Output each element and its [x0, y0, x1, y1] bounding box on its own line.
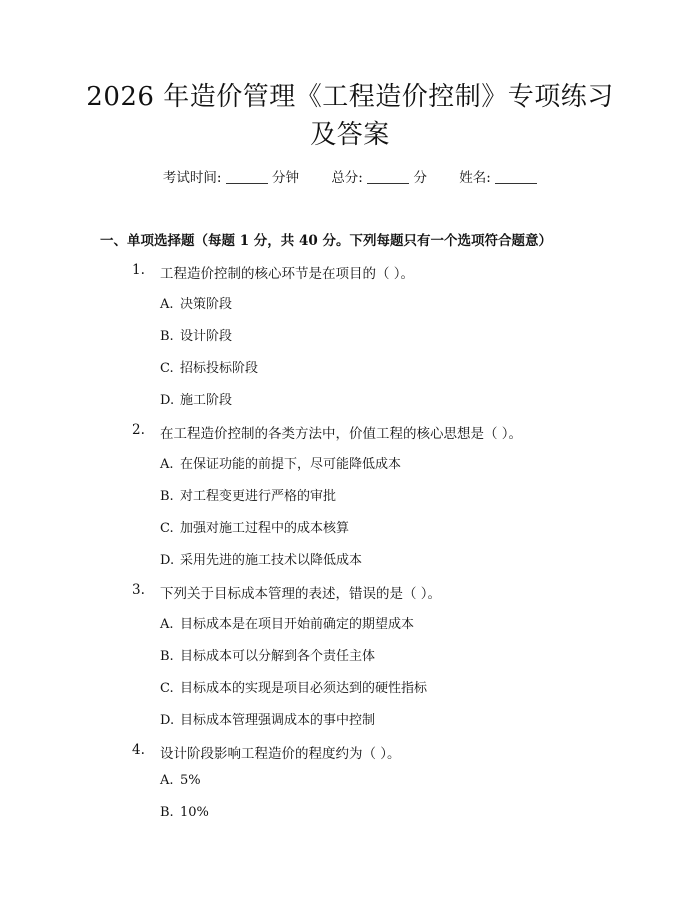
question-4-option-a [160, 773, 201, 788]
option-text: 决策阶段 [180, 297, 233, 312]
option-letter: A. [160, 457, 174, 472]
question-number: 3. [132, 582, 145, 598]
option-text: 10% [180, 805, 209, 820]
question-2-option-b [160, 485, 336, 504]
option-letter: D. [160, 393, 175, 408]
score-field [331, 170, 431, 186]
option-text: 对工程变更进行严格的审批 [180, 489, 337, 504]
question-1-option-b [160, 325, 232, 344]
option-letter: B. [160, 329, 174, 344]
question-3-option-b [160, 645, 375, 664]
name-blank [495, 169, 537, 184]
option-text: 加强对施工过程中的成本核算 [180, 521, 350, 536]
time-label: 考试时间: [162, 170, 222, 186]
option-text: 目标成本可以分解到各个责任主体 [180, 649, 376, 664]
option-letter: B. [160, 805, 174, 820]
option-letter: C. [160, 361, 174, 376]
question-stem: 在工程造价控制的各类方法中，价值工程的核心思想是（ ）。 [160, 426, 523, 442]
time-field [163, 170, 303, 186]
section-heading: 一、单项选择题（每题 1 分，共 40 分。下列每题只有一个选项符合题意） [100, 233, 552, 249]
question-number: 1. [132, 262, 145, 278]
option-letter: A. [160, 773, 174, 788]
option-letter: C. [160, 681, 174, 696]
title-line-2: 及答案 [310, 120, 390, 150]
exam-meta [0, 166, 700, 186]
time-unit: 分钟 [272, 170, 300, 186]
name-field [459, 170, 537, 186]
option-letter: A. [160, 617, 174, 632]
option-letter: A. [160, 297, 174, 312]
question-1-option-c [160, 357, 258, 376]
question-1-option-a [160, 293, 232, 312]
document-title [60, 78, 640, 154]
score-blank [367, 169, 409, 184]
question-3-option-d [160, 709, 375, 728]
name-label: 姓名: [459, 170, 491, 186]
score-label: 总分: [331, 170, 363, 186]
time-blank [226, 169, 268, 184]
question-2-option-a [160, 453, 401, 472]
question-2-option-d [160, 549, 362, 568]
question-stem: 工程造价控制的核心环节是在项目的（ ）。 [160, 266, 415, 282]
score-unit: 分 [413, 170, 427, 186]
option-text: 招标投标阶段 [180, 361, 259, 376]
question-3-option-c [160, 677, 427, 696]
option-text: 目标成本管理强调成本的事中控制 [180, 713, 376, 728]
question-stem: 设计阶段影响工程造价的程度约为（ ）。 [160, 746, 401, 762]
question-4-option-b [160, 805, 209, 820]
option-letter: B. [160, 489, 174, 504]
question-1-option-d [160, 389, 232, 408]
option-text: 采用先进的施工技术以降低成本 [180, 553, 363, 568]
question-stem: 下列关于目标成本管理的表述，错误的是（ ）。 [160, 586, 442, 602]
option-text: 在保证功能的前提下，尽可能降低成本 [180, 457, 402, 472]
option-text: 目标成本是在项目开始前确定的期望成本 [180, 617, 415, 632]
option-text: 5% [180, 773, 201, 788]
option-text: 施工阶段 [180, 393, 233, 408]
question-number: 4. [132, 742, 145, 758]
option-letter: D. [160, 553, 175, 568]
question-number: 2. [132, 422, 145, 438]
question-2-option-c [160, 517, 349, 536]
option-text: 目标成本的实现是项目必须达到的硬性指标 [180, 681, 428, 696]
question-3-option-a [160, 613, 414, 632]
option-letter: B. [160, 649, 174, 664]
option-text: 设计阶段 [180, 329, 233, 344]
title-line-1: 2026 年造价管理《工程造价控制》专项练习 [86, 82, 614, 112]
option-letter: D. [160, 713, 175, 728]
option-letter: C. [160, 521, 174, 536]
